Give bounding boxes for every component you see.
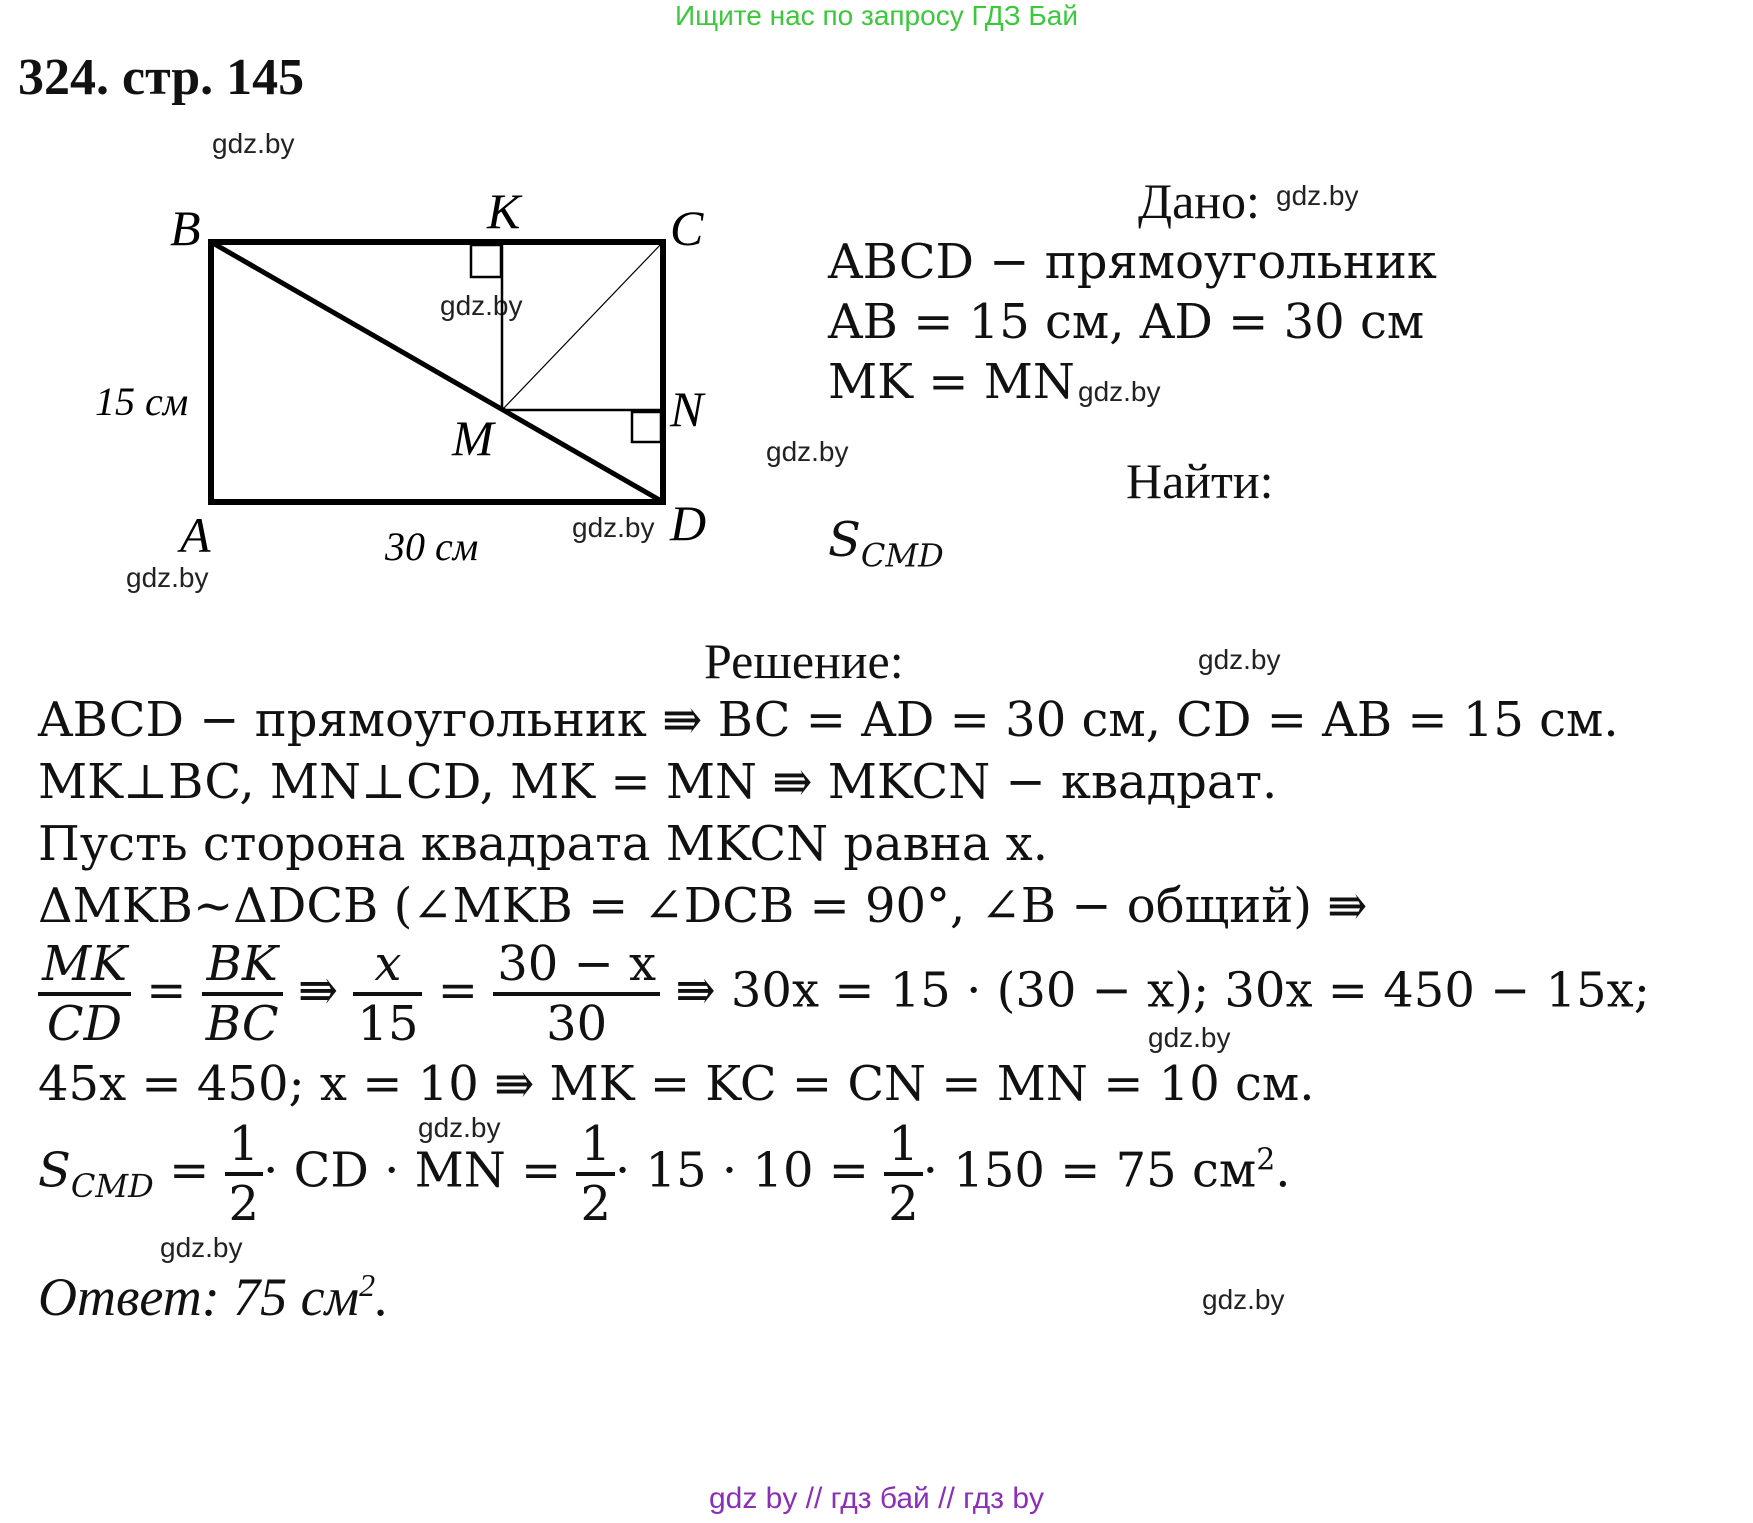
- watermark: gdz.by: [160, 1232, 243, 1263]
- given-line-1: ABCD − прямоугольник: [828, 234, 1437, 290]
- diagonal-bd: [211, 242, 663, 502]
- solution-line-4: ΔMKB~ΔDCB (∠MKB = ∠DCB = 90°, ∠B − общий) ⇛: [38, 878, 1368, 934]
- solution-heading: Решение:: [704, 633, 904, 689]
- fraction-one-half: $\frac{1}{2}$: [884, 1116, 923, 1232]
- watermark: gdz.by: [212, 128, 295, 159]
- watermark: gdz.by: [1198, 644, 1281, 675]
- watermark: gdz.by: [1202, 1284, 1285, 1315]
- watermark: gdz.by: [1078, 376, 1161, 407]
- fraction-30-x-30: $\frac{30 - x}{30}$: [493, 936, 660, 1052]
- solution-proportion: $\frac{MK}{CD}$ = $\frac{BK}{BC}$ ⇛ $\frac{x}{15}$ = $\frac{30 - x}{30}$ ⇛ 30x = 15 · (30 − x); 30x = 450 − 15x;: [38, 936, 1650, 1052]
- given-heading: Дано:: [1138, 173, 1260, 229]
- label-d: D: [670, 495, 707, 551]
- segment-mc: [502, 242, 663, 410]
- find-target: $S_{CMD}$: [828, 512, 944, 575]
- footer: gdz by // гдз бай // гдз by: [708, 1482, 1045, 1515]
- label-b: B: [170, 200, 201, 256]
- solution-line-1: ABCD − прямоугольник ⇛ BC = AD = 30 см, CD = AB = 15 см.: [38, 692, 1619, 748]
- watermark: gdz.by: [126, 562, 209, 593]
- solution-area: $S_{CMD}$ = $\frac{1}{2}$ · CD · MN = $\frac{1}{2}$ · 15 · 10 = $\frac{1}{2}$ · 150 = 75 $см^2$.: [38, 1116, 1291, 1232]
- fraction-one-half: $\frac{1}{2}$: [576, 1116, 615, 1232]
- solution-line-6: 45x = 450; x = 10 ⇛ MK = KC = CN = MN = 10 см.: [38, 1056, 1315, 1112]
- given-line-2: AB = 15 см, AD = 30 см: [828, 294, 1425, 350]
- label-n: N: [670, 381, 704, 437]
- watermark: gdz.by: [418, 1112, 501, 1143]
- watermark: gdz.by: [440, 290, 523, 321]
- label-a: A: [180, 507, 211, 563]
- geometry-figure: [0, 0, 760, 600]
- given-line-3: MK = MN: [828, 354, 1075, 410]
- answer: Ответ: 75 $см^2$.: [38, 1267, 389, 1327]
- watermark: gdz.by: [766, 436, 849, 467]
- fraction-x-15: $\frac{x}{15}$: [353, 936, 422, 1052]
- solution-line-2: MK⊥BC, MN⊥CD, MK = MN ⇛ MKCN − квадрат.: [38, 754, 1278, 810]
- label-m: M: [452, 410, 494, 466]
- label-side-ad: 30 см: [385, 524, 479, 569]
- right-angle-k: [471, 245, 501, 277]
- label-k: K: [487, 183, 521, 239]
- watermark: gdz.by: [1148, 1022, 1231, 1053]
- label-c: C: [670, 200, 704, 256]
- solution-line-3: Пусть сторона квадрата MKCN равна x.: [38, 816, 1048, 872]
- fraction-bk-bc: $\frac{BK}{BC}$: [202, 936, 283, 1052]
- right-angle-n: [632, 412, 661, 442]
- watermark: gdz.by: [572, 512, 655, 543]
- label-side-ab: 15 см: [95, 379, 189, 424]
- top-banner: Ищите нас по запросу ГДЗ Бай: [674, 0, 1079, 31]
- find-heading: Найти:: [1126, 453, 1274, 509]
- problem-title: 324. стр. 145: [18, 49, 305, 106]
- fraction-one-half: $\frac{1}{2}$: [225, 1116, 264, 1232]
- watermark: gdz.by: [1276, 180, 1359, 211]
- fraction-mk-cd: $\frac{MK}{CD}$: [38, 936, 131, 1052]
